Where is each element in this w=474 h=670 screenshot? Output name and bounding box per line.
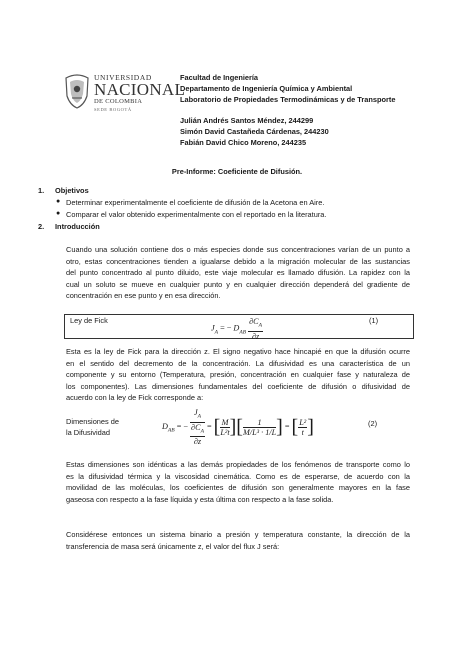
author: Julián Andrés Santos Méndez, 244299	[180, 116, 314, 125]
document-page: UNIVERSIDAD NACIONAL DE COLOMBIA SEDE BOGOTÁ Facultad de Ingeniería Departamento de Ingeniería Química y Ambiental Laboratorio de Propiedades Termodinámicas y de Transporte Julián Andrés Santos Méndez, 244299 Simón David Castañeda Cárdenas, 244230 Fabián David Chico Moreno, 244235 Pre-Informe: Coeficiente de Difusión. 1. Objetivos ● Determinar experimentalmente el coeficiente de difusión de la Acetona en Aire. ● Comparar el valor obtenido experimentalmente con el reportado en la literatura. 2. Introducción Cuando una solución contiene dos o más especies donde sus concentraciones varían de un punto a otro, estas concentraciones tienden a igualarse debido a la migración molecular de las sustancias del punto concentrado al punto diluido, este viaje molecular es llamado difusión. La rapidez con la cual un soluto se mueve en cualquier punto y en cualquier dirección dependerá del gradiente de concentración en ese punto y en esa dirección. Ley de Fick $J_A$ = − $D_{AB}$ $\frac{\partial C_A}{\partial z}$ (1) Esta es la ley de Fick para la dirección z. El signo negativo hace hincapié en que la difusión ocurre en el sentido del decremento de la concentración. La difusividad es una característica de un componente y su entorno (Temperatura, presión, concentración en cualquier fase y naturaleza de los componentes). Las dimensiones fundamentales del coeficiente de difusión o difusividad de acuerdo con la ley de Fick corresponde a: Dimensiones de la Difusividad $D_{AB}$ = − $\frac{J_A}{\frac{\partial C_A}{\partial z}}$ = [ $\frac{M}{\text{L²t}}$ ][ $\frac{1}{\text{M/L³ · 1/L}}$ ] = [ $\frac{\text{L²}}{t}$ ] (2) Estas dimensiones son idénticas a las demás propiedades de los fenómenos de transporte como lo es la difusividad térmica y la viscosidad cinemática. Como es de esperarse, de acuerdo con la movilidad de las moléculas, los coeficientes de difusión son generalmente mayores en la fase gaseosa con respecto a la fase líquida y esta última con respecto a la fase solida. Considérese entonces un sistema binario a presión y temperatura constante, la dirección de la transferencia de masa será únicamente z, el valor del flux J será:	[0, 0, 474, 670]
university-logo	[62, 70, 186, 132]
fick-equation: $J_A$ = − $D_{AB}$ $\frac{\partial C_A}{\partial z}$	[211, 317, 262, 341]
dimensions-paragraph: Estas dimensiones son idénticas a las demás propiedades de los fenómenos de transporte como lo es la difusividad térmica y la viscosidad cinemática. Como es de esperarse, de acuerdo con la movilidad de las moléculas, los coeficientes de difusión son generalmente mayores en la fase gaseosa con respecto a la fase líquida y esta última con respecto a la fase solida.	[66, 460, 410, 504]
system-paragraph: Considérese entonces un sistema binario a presión y temperatura constante, la dirección de la transferencia de masa será únicamente z, el valor del flux J será:	[66, 530, 410, 551]
lab-name: Laboratorio de Propiedades Termodinámicas y de Transporte	[180, 94, 396, 104]
institution-header	[180, 73, 395, 105]
logo-wordmark: UNIVERSIDAD NACIONAL DE COLOMBIA SEDE BOGOTÁ	[94, 73, 186, 112]
document-title: Pre-Informe: Coeficiente de Difusión.	[171, 167, 303, 176]
equation-number: (1)	[369, 316, 379, 325]
intro-paragraph: Cuando una solución contiene dos o más especies donde sus concentraciones varían de un punto a otro, estas concentraciones tienden a igualarse debido a la migración molecular de las sustancias del punto concentrado al punto diluido, este viaje molecular es llamado difusión. La rapidez con la cual un soluto se mueve en cualquier punto y en cualquier dirección dependerá del gradiente de concentración en ese punto y en esa dirección.	[66, 245, 410, 301]
author: Fabián David Chico Moreno, 244235	[180, 137, 307, 147]
fick-paragraph: Esta es la ley de Fick para la dirección z. El signo negativo hace hincapié en que la difusión ocurre en el sentido del decremento de la concentración. La difusividad es una característica de un componente y su entorno (Temperatura, presión, concentración en cualquier fase y naturaleza de los componentes). Las dimensiones fundamentales del coeficiente de difusión o difusividad de acuerdo con la ley de Fick corresponde a:	[66, 347, 410, 403]
faculty-name: Facultad de Ingeniería	[180, 73, 259, 82]
diffusivity-dimensions-equation: $D_{AB}$ = − $\frac{J_A}{\frac{\partial C_A}{\partial z}}$ = [ $\frac{M}{\text{L²t}}$ ][ $\frac{1}{\text{M/L³ · 1/L}}$ ] = [ $\frac{\text{L²}}{t}$ ]	[162, 408, 314, 447]
list-item: ● Comparar el valor obtenido experimentalmente con el reportado en la literatura.	[56, 210, 327, 219]
university-seal-icon	[62, 72, 92, 110]
equation-box-fick	[64, 314, 414, 339]
equation-label: Dimensiones de la Difusividad	[66, 417, 119, 437]
equation-number: (2)	[368, 419, 378, 428]
department-name: Departamento de Ingeniería Química y Ambiental	[180, 83, 353, 93]
author: Simón David Castañeda Cárdenas, 244230	[180, 126, 329, 136]
list-item: ● Determinar experimentalmente el coeficiente de difusión de la Acetona en Aire.	[56, 198, 325, 207]
equation-label: Ley de Fick	[70, 316, 108, 325]
authors-list	[180, 116, 329, 148]
